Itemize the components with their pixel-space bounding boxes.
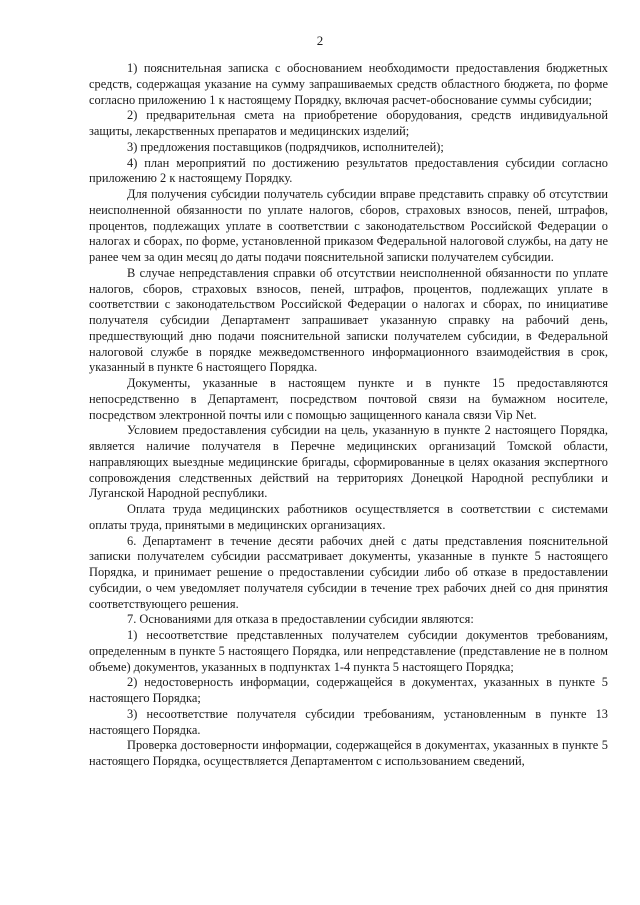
paragraph-6-review: 6. Департамент в течение десяти рабочих дней с даты представления пояснительной записки получателем субсидии рассматривает документы, указанные в пункте 5 настоящего Порядка, и принимает решение о предоставлении субсидии либо об отказе в предоставлении субсидии, о чем уведомляет получателя субсидии в течение трех рабочих дней со дня принятия соответствующего решения. xyxy=(89,533,608,611)
paragraph-document-delivery: Документы, указанные в настоящем пункте и в пункте 15 предоставляются непосредственно в Департамент, посредством почтовой связи на бумажном носителе, посредством электронной почты или с помощью защищенного канала связи Vip Net. xyxy=(89,376,608,422)
paragraph-4-action-plan: 4) план мероприятий по достижению результатов предоставления субсидии согласно приложению 2 к настоящему Порядку. xyxy=(89,155,608,186)
paragraph-7-refusal-grounds: 7. Основаниями для отказа в предоставлении субсидии являются: xyxy=(127,612,474,627)
paragraph-3-supplier-offers: 3) предложения поставщиков (подрядчиков, исполнителей); xyxy=(127,139,444,154)
document-body xyxy=(89,61,608,770)
page-number: 2 xyxy=(316,33,324,48)
paragraph-tax-certificate: Для получения субсидии получатель субсидии вправе представить справку об отсутствии неисполненной обязанности по уплате налогов, сборов, страховых взносов, пеней, штрафов, процентов, подлежащих уплате в соответствии с законодательством Российской Федерации о налогах и сборах, по форме, установленной приказом Федеральной налоговой службы, на дату не ранее чем за один месяц до даты подачи пояснительной записки получателем субсидии. xyxy=(89,187,608,264)
paragraph-refusal-3: 3) несоответствие получателя субсидии требованиям, установленным в пункте 13 настоящего Порядка. xyxy=(89,706,608,737)
paragraph-1-explanatory-note: 1) пояснительная записка с обоснованием необходимости предоставления бюджетных средств, содержащая указание на сумму запрашиваемых средств областного бюджета, по форме согласно приложению 1 к настоящему Порядку, включая расчет-обоснование суммы субсидии; xyxy=(89,61,608,107)
paragraph-labor-payment: Оплата труда медицинских работников осуществляется в соответствии с системами оплаты труда, принятыми в медицинских организациях. xyxy=(89,502,608,532)
paragraph-certificate-request: В случае непредставления справки об отсутствии неисполненной обязанности по уплате налогов, сборов, страховых взносов, пеней, штрафов, процентов, подлежащих уплате в соответствии с законодательством Российской Федерации о налогах и сборах, по инициативе получателя субсидии Департамент запрашивает указанную справку на рабочий день, предшествующий дню подачи пояснительной записки получателем субсидии, в Федеральной налоговой службе в порядке межведомственного информационного взаимодействия в срок, указанный в пункте 6 настоящего Порядка. xyxy=(89,265,608,375)
paragraph-verification: Проверка достоверности информации, содержащейся в документах, указанных в пункте 5 настоящего Порядка, осуществляется Департаментом с использованием сведений, xyxy=(89,738,608,768)
paragraph-refusal-2: 2) недостоверность информации, содержащейся в документах, указанных в пункте 5 настоящего Порядка; xyxy=(89,675,608,705)
paragraph-refusal-1: 1) несоответствие представленных получателем субсидии документов требованиям, определенным в пункте 5 настоящего Порядка, или непредставление (представление не в полном объеме) документов, указанных в подпунктах 1-4 пункта 5 настоящего Порядка; xyxy=(89,628,608,674)
paragraph-subsidy-condition: Условием предоставления субсидии на цель, указанную в пункте 2 настоящего Порядка, является наличие получателя в Перечне медицинских организаций Томской области, направляющих выездные медицинские бригады, сформированные в целях оказания экспертного сопровождения следственных действий на территориях Донецкой Народной республики и Луганской Народной республики. xyxy=(89,423,608,501)
paragraph-2-preliminary-estimate: 2) предварительная смета на приобретение оборудования, средств индивидуальной защиты, лекарственных препаратов и медицинских изделий; xyxy=(89,108,608,138)
